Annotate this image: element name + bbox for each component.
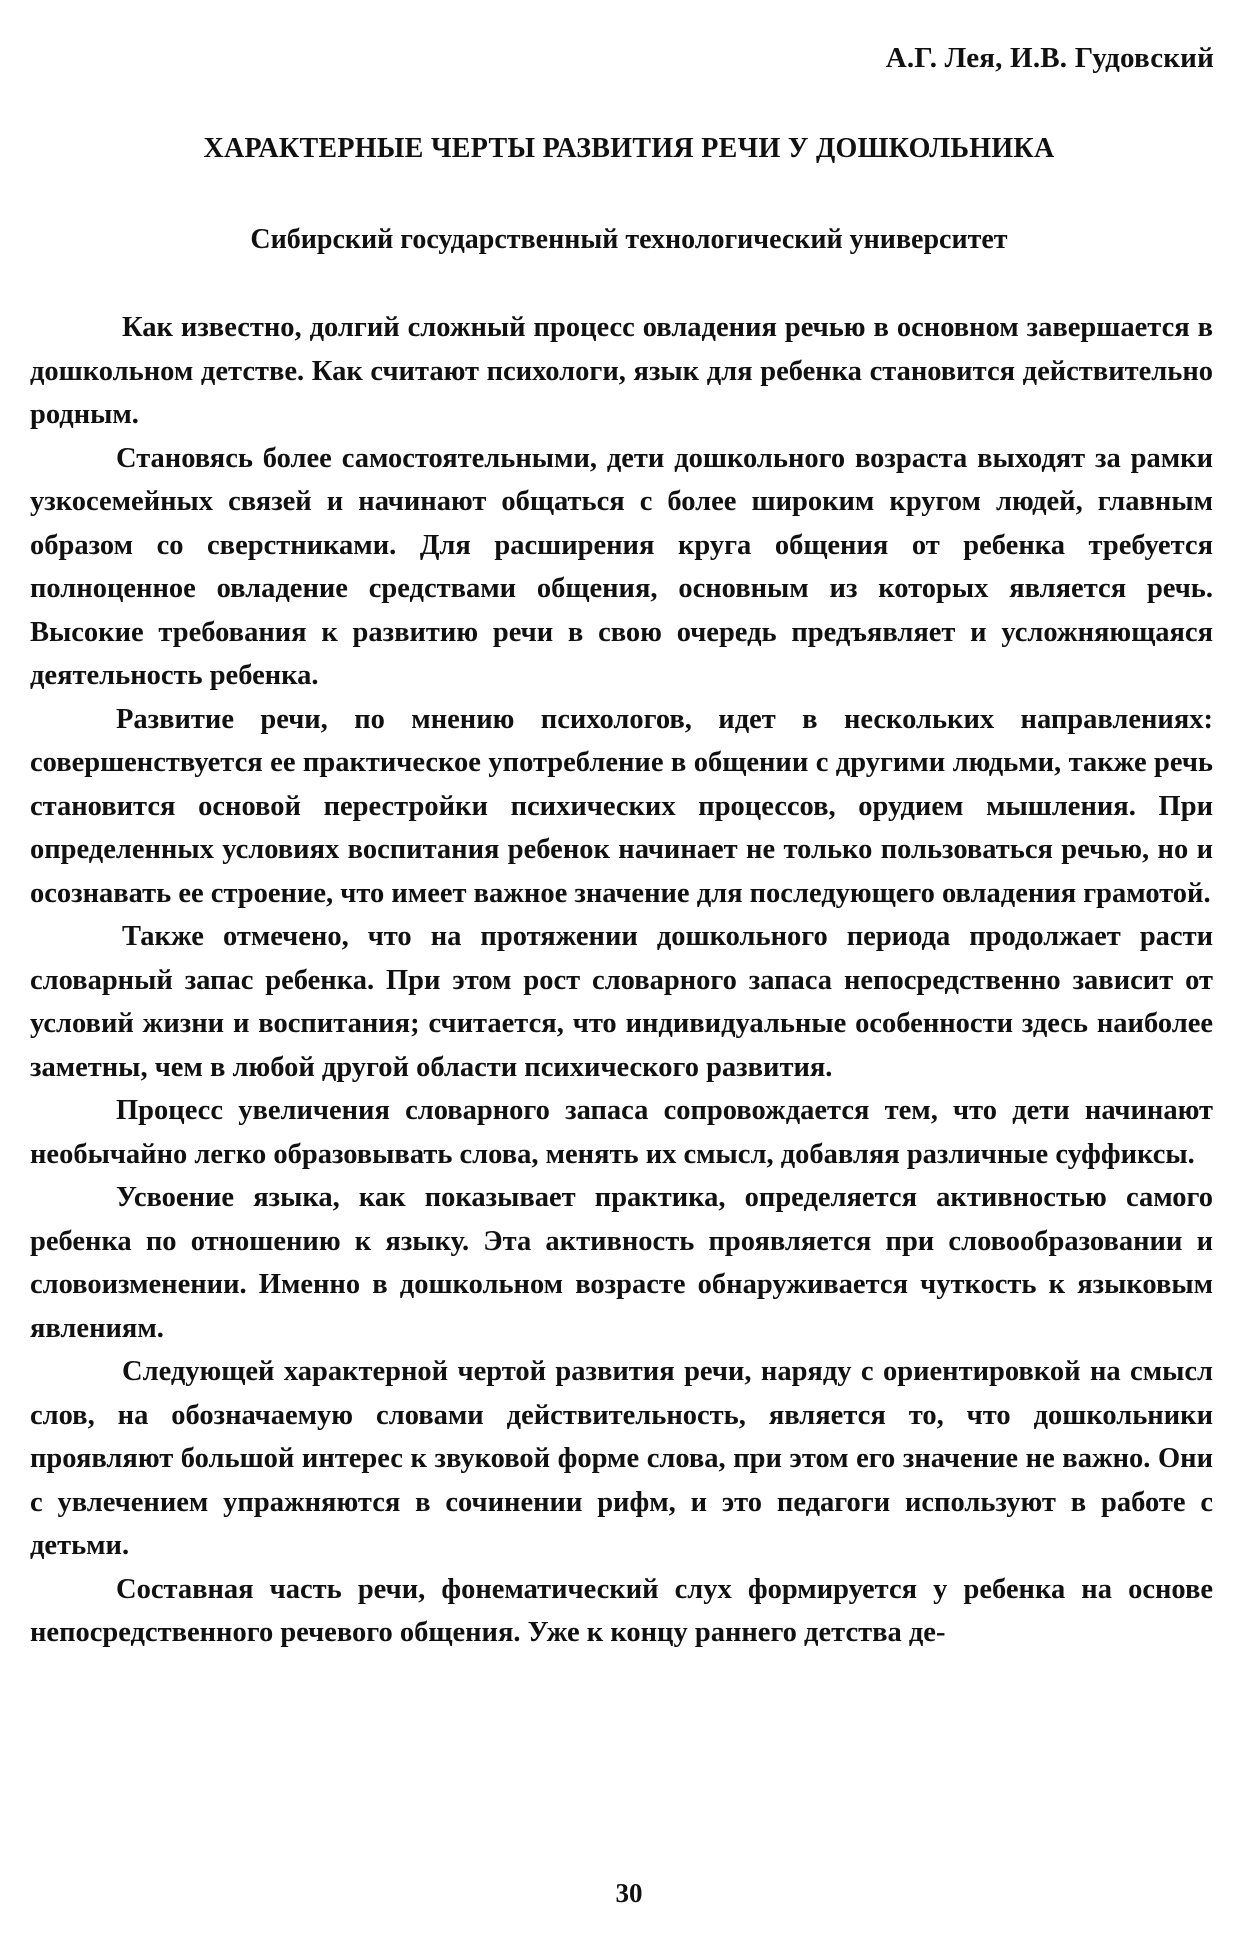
paragraph-4: Также отмечено, что на протяжении дошкольного периода продолжает расти словарный запас ребенка. При этом рост словарного запаса непосредственно зависит от условий жизни и воспитания; считается, что индивидуальные особенности здесь наиболее заметны, чем в любой другой области психического развития.: [30, 921, 1213, 1083]
paragraph-2: Становясь более самостоятельными, дети дошкольного возраста выходят за рамки узкосемейных связей и начинают общаться с более широким кругом людей, главным образом со сверстниками. Для расширения круга общения от ребенка требуется полноценное овладение средствами общения, основным из которых является речь. Высокие требования к развитию речи в свою очередь предъявляет и усложняющаяся деятельность ребенка.: [30, 442, 1213, 691]
paragraph-1: Как известно, долгий сложный процесс овладения речью в основном завершается в дошкольном детстве. Как считают психологи, язык для ребенка становится действительно родным.: [30, 312, 1213, 430]
article-body: [30, 306, 1213, 1655]
article-title: ХАРАКТЕРНЫЕ ЧЕРТЫ РАЗВИТИЯ РЕЧИ У ДОШКОЛЬНИКА: [203, 133, 1055, 164]
paragraph-5: Процесс увеличения словарного запаса сопровождается тем, что дети начинают необычайно легко образовывать слова, менять их смысл, добавляя различные суффиксы.: [30, 1095, 1213, 1170]
paragraph-3: Развитие речи, по мнению психологов, идет в нескольких направлениях: совершенствуется ее практическое употребление в общении с другими людьми, также речь становится основой перестройки психических процессов, орудием мышления. При определенных условиях воспитания ребенок начинает не только пользоваться речью, но и осознавать ее строение, что имеет важное значение для последующего овладения грамотой.: [30, 703, 1213, 909]
affiliation: Сибирский государственный технологический университет: [250, 224, 1008, 255]
paragraph-8: Составная часть речи, фонематический слух формируется у ребенка на основе непосредственного речевого общения. Уже к концу раннего детства де-: [30, 1573, 1213, 1648]
authors: А.Г. Лея, И.В. Гудовский: [885, 42, 1214, 74]
paragraph-7: Следующей характерной чертой развития речи, наряду с ориентировкой на смысл слов, на обозначаемую словами действительность, является то, что дошкольники проявляют большой интерес к звуковой форме слова, при этом его значение не важно. Они с увлечением упражняются в сочинении рифм, и это педагоги используют в работе с детьми.: [30, 1356, 1213, 1561]
paragraph-6: Усвоение языка, как показывает практика, определяется активностью самого ребенка по отношению к языку. Эта активность проявляется при словообразовании и словоизменении. Именно в дошкольном возрасте обнаруживается чуткость к языковым явлениям.: [30, 1182, 1213, 1344]
page-number: 30: [615, 1878, 643, 1908]
